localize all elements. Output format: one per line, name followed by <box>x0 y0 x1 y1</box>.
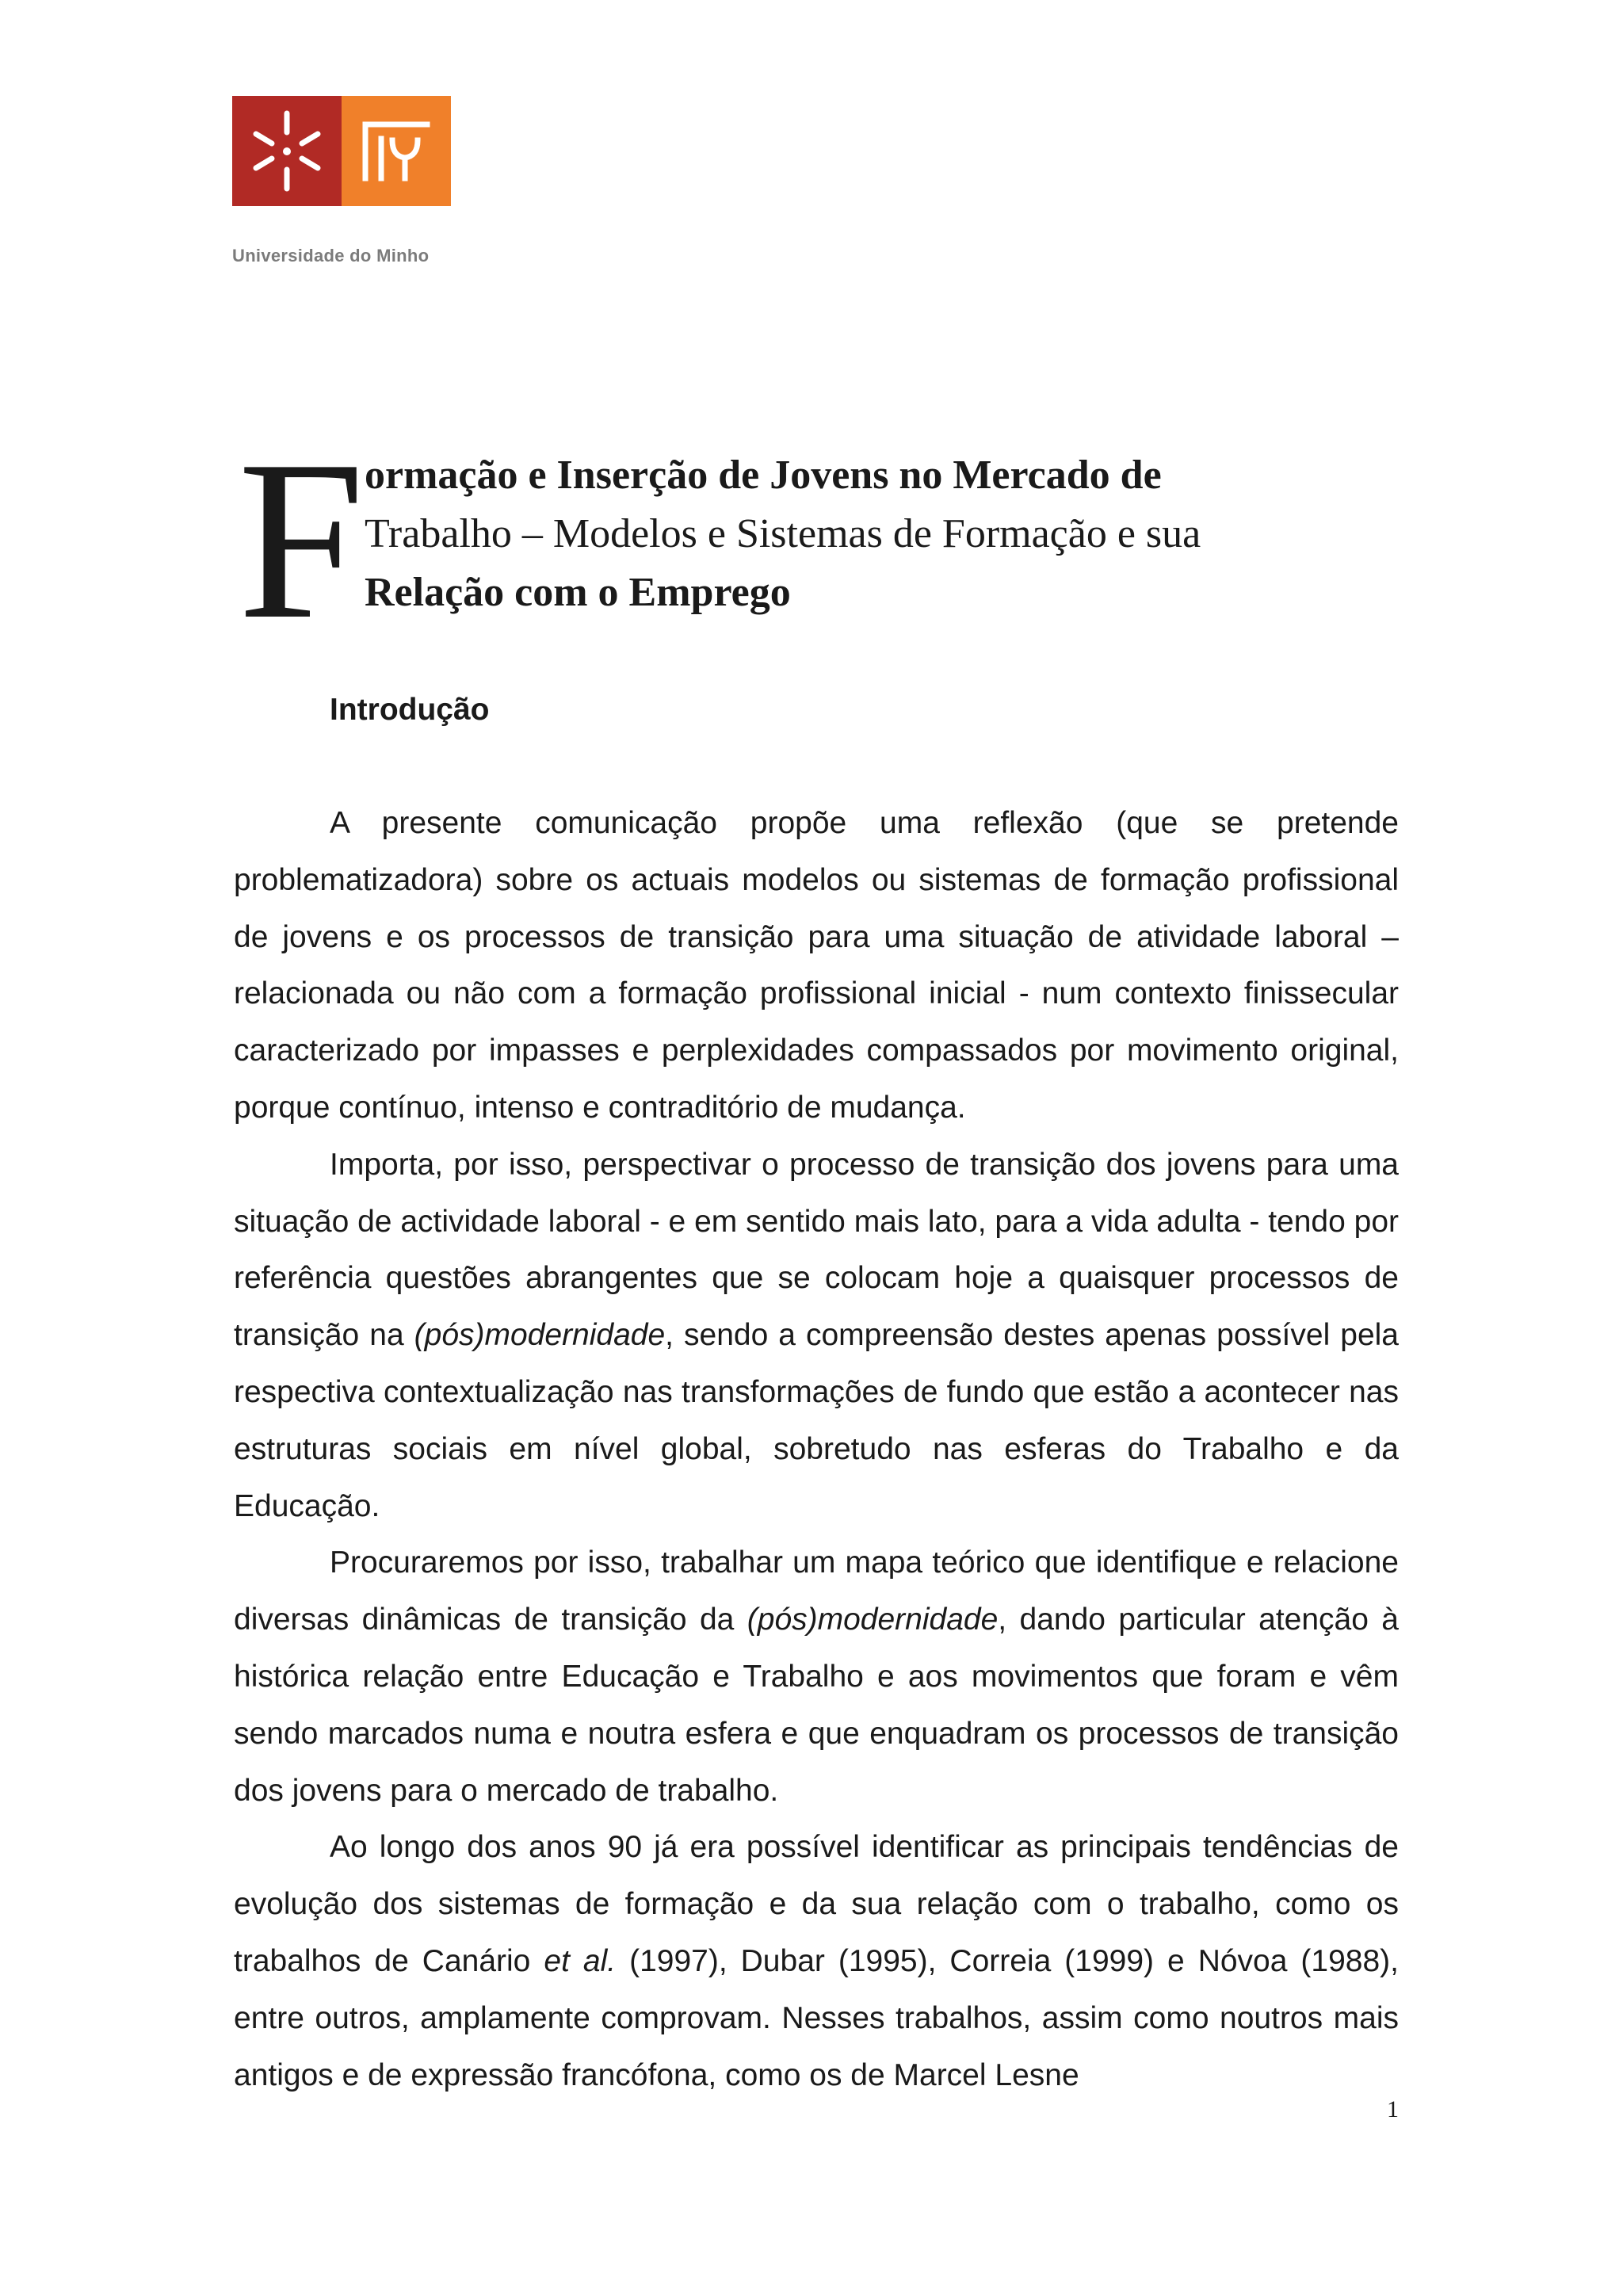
paragraph-text: A presente comunicação propõe uma reflexão (que se pretende problematizadora) sobre os actuais modelos ou sistemas de formação profissional de jovens e os processos de transição para uma situação de atividade laboral – relacionada ou não com a formação profissional inicial - num contexto finissecular caracterizado por impasses e perplexidades compassados por movimento original, porque contínuo, intenso e contraditório de mudança. <box>234 806 1399 1125</box>
italic-text: (pós)modernidade <box>414 1318 666 1353</box>
title-line-1: ormação e Inserção de Jovens no Mercado de <box>365 453 1162 498</box>
paragraph <box>234 795 1399 1137</box>
paragraph-text: Importa, por isso, perspectivar o processo de transição dos jovens para uma situação de actividade laboral - e em sentido mais lato, para a vida adulta - tendo por referência questões abrangentes que se colocam hoje a quaisquer processos de transição na <box>234 1147 1399 1353</box>
paragraph-text: Procuraremos por isso, trabalhar um mapa teórico que identifique e relacione diversas dinâmicas de transição da <box>234 1545 1399 1637</box>
paragraph <box>234 1819 1399 2103</box>
document-title <box>238 414 1387 667</box>
paragraph <box>234 1534 1399 1819</box>
italic-text: (pós)modernidade <box>747 1603 999 1637</box>
page-number: 1 <box>1387 2096 1399 2122</box>
paragraph <box>234 1137 1399 1535</box>
body-text <box>234 795 1399 2103</box>
title-line-2: Trabalho – Modelos e Sistemas de Formação e sua <box>365 511 1201 556</box>
paragraph-text: Ao longo dos anos 90 já era possível identificar as principais tendências de evolução dos sistemas de formação e da sua relação com o trabalho, como os trabalhos de Canário <box>234 1830 1399 1978</box>
logo-star-block <box>232 96 342 206</box>
title-dropcap: F <box>238 414 365 667</box>
university-name: Universidade do Minho <box>232 246 430 266</box>
paragraph-text: (1997), Dubar (1995), Correia (1999) e Nóvoa (1988), entre outros, amplamente comprovam. Nesses trabalhos, assim como noutros mais antigos e de expressão francófona, como os de Marcel Lesne <box>234 1943 1399 2092</box>
logo-monogram-block <box>342 96 451 206</box>
italic-text: et al. <box>544 1943 617 1978</box>
title-line-3: Relação com o Emprego <box>365 570 791 615</box>
star-icon <box>232 96 342 206</box>
university-logo <box>232 96 451 206</box>
paragraph-text: , sendo a compreensão destes apenas possível pela respectiva contextualização nas transformações de fundo que estão a acontecer nas estruturas sociais em nível global, sobretudo nas esferas do Trabalho e da Educação. <box>234 1318 1399 1523</box>
section-heading: Introdução <box>330 693 490 727</box>
paragraph-text: , dando particular atenção à histórica relação entre Educação e Trabalho e aos movimentos que foram e vêm sendo marcados numa e noutra esfera e que enquadram os processos de transição dos jovens para o mercado de trabalho. <box>234 1603 1399 1808</box>
monogram-icon <box>342 96 451 206</box>
